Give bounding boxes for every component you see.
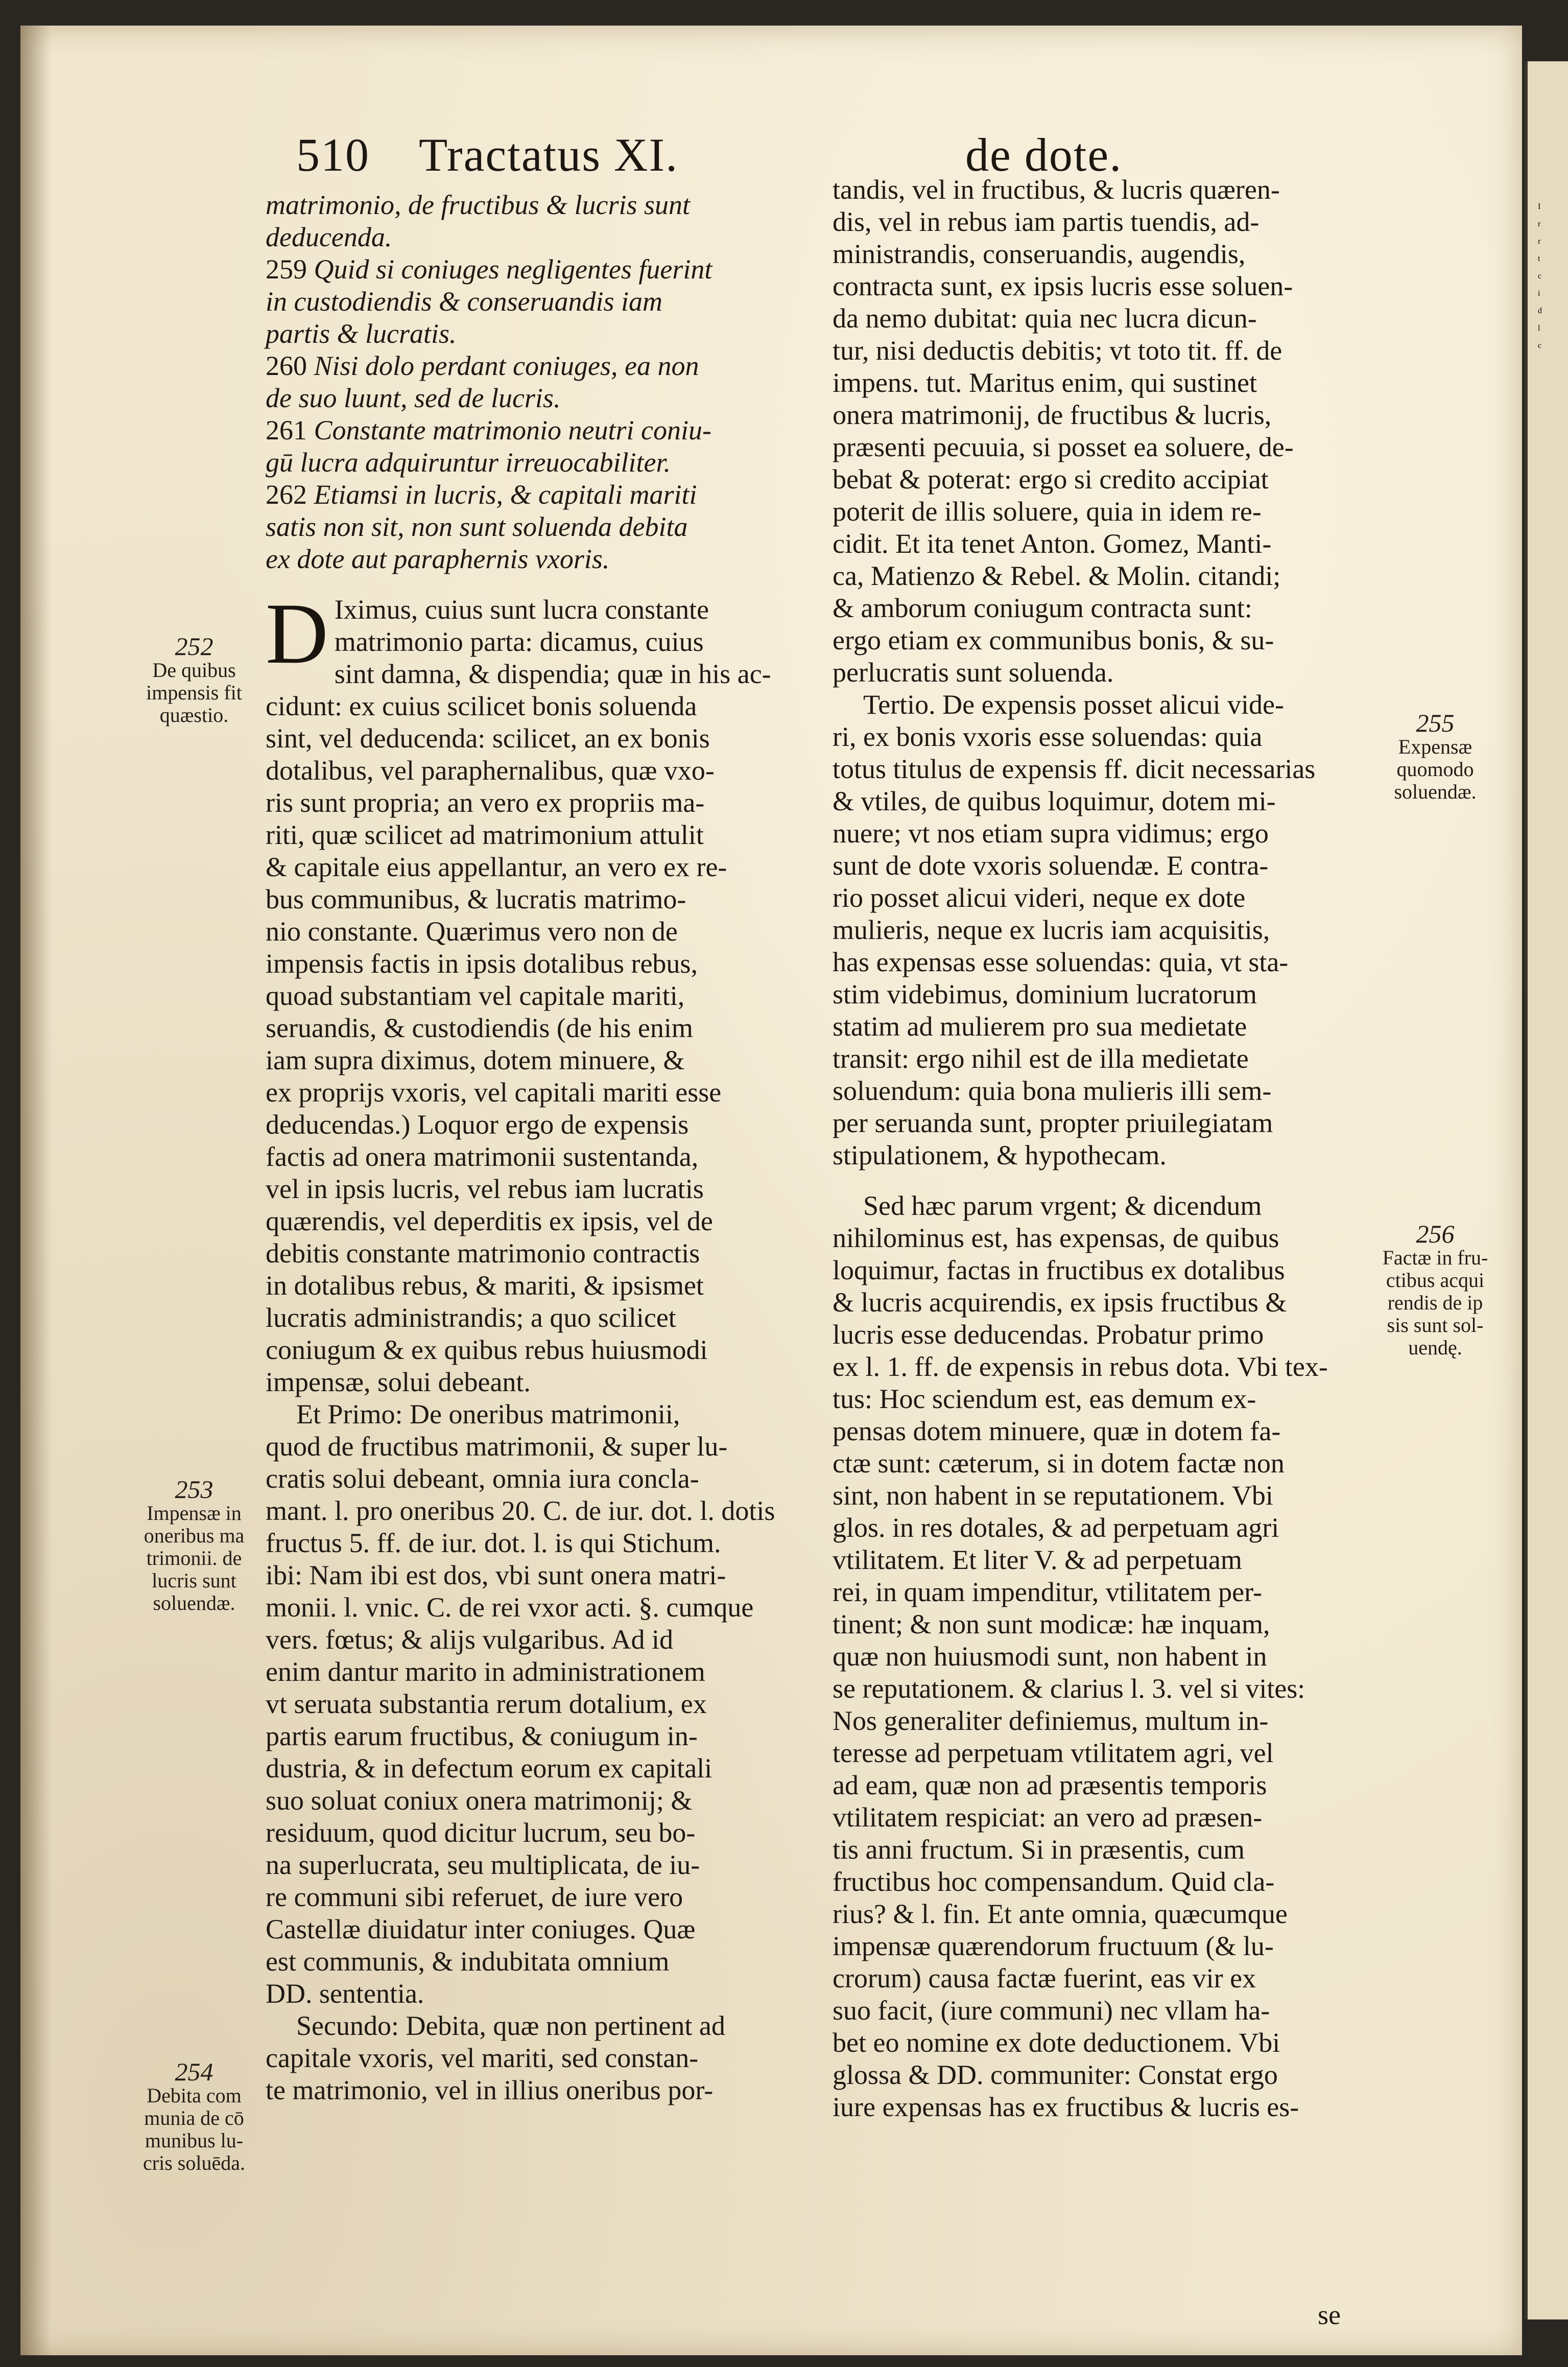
text-line: vtilitatem respiciat: an vero ad præsen- <box>833 1802 1263 1833</box>
margin-note-text: uendę. <box>1408 1336 1462 1359</box>
text-line: perlucratis sunt soluenda. <box>833 657 1114 688</box>
text-line: præsenti pecuuia, si posset ea soluere, de- <box>833 432 1294 462</box>
margin-note-253 <box>120 1477 268 1614</box>
text-line: coniugum & ex quibus rebus huiusmodi <box>266 1334 708 1365</box>
text-line: Iximus, cuius sunt lucra constante <box>334 594 709 625</box>
paragraph-1 <box>266 585 822 1398</box>
text-line: tinent; & non sunt modicæ: hæ inquam, <box>833 1609 1270 1639</box>
text-line: se reputationem. & clarius l. 3. vel si vites: <box>833 1673 1305 1704</box>
text-line: Sed hæc parum vrgent; & dicendum <box>863 1190 1262 1221</box>
summary-item <box>266 479 822 511</box>
text-line: impensæ, solui debeant. <box>266 1367 531 1397</box>
text-line: & lucris acquirendis, ex ipsis fructibus & <box>833 1287 1287 1318</box>
text-line: vers. fœtus; & alijs vulgaribus. Ad id <box>266 1624 673 1655</box>
text-line: Tertio. De expensis posset alicui vide- <box>863 689 1285 720</box>
summary-number: 259 <box>266 254 307 285</box>
text-line: matrimonio parta: dicamus, cuius <box>334 626 704 657</box>
drop-cap: D <box>266 585 328 682</box>
facing-page-glyph: l <box>1538 324 1540 333</box>
text-line: tandis, vel in fructibus, & lucris quæren- <box>833 174 1280 205</box>
summary-text: Quid si coniuges negligentes fuerint <box>314 254 712 285</box>
text-line: tur, nisi deductis debitis; vt toto tit. ff. de <box>833 335 1282 366</box>
facing-page-fragments <box>1538 194 1568 359</box>
margin-note-256 <box>1374 1221 1496 1359</box>
summary-list <box>266 189 822 575</box>
summary-item <box>266 286 822 318</box>
text-line: Nos generaliter definiemus, multum in- <box>833 1705 1269 1736</box>
text-line: suo facit, (iure communi) nec vllam ha- <box>833 1995 1270 2026</box>
margin-note-text: ctibus acqui <box>1386 1269 1485 1292</box>
text-line: cidit. Et ita tenet Anton. Gomez, Manti- <box>833 528 1272 559</box>
margin-note-text: rendis de ip <box>1387 1291 1483 1314</box>
book-page <box>20 26 1522 2355</box>
text-line: quærendis, vel deperditis ex ipsis, vel de <box>266 1206 713 1236</box>
text-line: iure expensas has ex fructibus & lucris es- <box>833 2092 1299 2122</box>
summary-item <box>266 350 822 382</box>
text-line: nuere; vt nos etiam supra vidimus; ergo <box>833 818 1269 849</box>
text-line: quod de fructibus matrimonii, & super lu- <box>266 1431 728 1462</box>
margin-note-text: oneribus ma <box>144 1524 245 1547</box>
text-line: Secundo: Debita, quæ non pertinent ad <box>296 2010 725 2041</box>
text-line: deducendas.) Loquor ergo de expensis <box>266 1109 689 1140</box>
margin-note-255 <box>1374 710 1496 803</box>
facing-page-glyph: i <box>1538 289 1540 298</box>
text-line: Castellæ diuidatur inter coniuges. Quæ <box>266 1914 696 1944</box>
text-line: glossa & DD. communiter: Constat ergo <box>833 2059 1278 2090</box>
facing-page-glyph: d <box>1538 307 1542 315</box>
running-title-right: de dote. <box>965 129 1123 181</box>
text-line: cratis solui debeant, omnia iura concla- <box>266 1463 699 1494</box>
summary-text: de suo luunt, sed de lucris. <box>266 383 561 413</box>
summary-text: matrimonio, de fructibus & lucris sunt <box>266 190 691 220</box>
text-line: seruandis, & custodiendis (de his enim <box>266 1013 693 1043</box>
text-line: re communi sibi referuet, de iure vero <box>266 1882 683 1912</box>
margin-note-number: 254 <box>175 2057 213 2086</box>
text-line: dis, vel in rebus iam partis tuendis, ad- <box>833 206 1260 237</box>
text-line: pensas dotem minuere, quæ in dotem fa- <box>833 1416 1281 1446</box>
text-line: bet eo nomine ex dote deductionem. Vbi <box>833 2027 1280 2058</box>
text-line: lucratis administrandis; a quo scilicet <box>266 1302 676 1333</box>
summary-item <box>266 318 822 350</box>
text-line: ibi: Nam ibi est dos, vbi sunt onera matri- <box>266 1560 726 1590</box>
text-line: onera matrimonij, de fructibus & lucris, <box>833 400 1272 430</box>
paragraph-3 <box>266 2010 822 2106</box>
text-line: tis anni fructum. Si in præsentis, cum <box>833 1834 1245 1865</box>
text-line: ca, Matienzo & Rebel. & Molin. citandi; <box>833 560 1281 591</box>
margin-note-252 <box>120 634 268 726</box>
text-line: statim ad mulierem pro sua medietate <box>833 1011 1247 1042</box>
text-line: ri, ex bonis vxoris esse soluendas: quia <box>833 721 1263 752</box>
left-column <box>266 189 822 2106</box>
text-line: vt seruata substantia rerum dotalium, ex <box>266 1689 707 1719</box>
text-line: totus titulus de expensis ff. dicit necessarias <box>833 754 1316 784</box>
text-line: stipulationem, & hypothecam. <box>833 1140 1167 1170</box>
summary-text: Constante matrimonio neutri coniu- <box>314 415 711 446</box>
text-line: factis ad onera matrimonii sustentanda, <box>266 1141 699 1172</box>
text-line: quæ non huiusmodi sunt, non habent in <box>833 1641 1267 1672</box>
summary-text: in custodiendis & conseruandis iam <box>266 286 662 317</box>
text-line: transit: ergo nihil est de illa medietate <box>833 1043 1249 1074</box>
summary-item <box>266 253 822 286</box>
summary-text: Etiamsi in lucris, & capitali mariti <box>314 479 697 510</box>
paragraph-sed-haec <box>833 1190 1394 2123</box>
text-line: partis earum fructibus, & coniugum in- <box>266 1721 698 1751</box>
summary-text: Nisi dolo perdant coniuges, ea non <box>314 350 699 381</box>
text-line: ex l. 1. ff. de expensis in rebus dota. Vbi tex- <box>833 1351 1328 1382</box>
text-line: crorum) causa factæ fuerint, eas vir ex <box>833 1963 1256 1994</box>
margin-note-text: De quibus <box>152 659 236 682</box>
text-line: vtilitatem. Et liter V. & ad perpetuam <box>833 1544 1242 1575</box>
margin-note-text: cris soluēda. <box>143 2151 245 2174</box>
text-line: sint damna, & dispendia; quæ in his ac- <box>334 659 771 689</box>
summary-item <box>266 221 822 253</box>
paragraph-continued <box>833 174 1394 689</box>
summary-item <box>266 189 822 221</box>
summary-number: 260 <box>266 350 307 381</box>
text-line: ad eam, quæ non ad præsentis temporis <box>833 1770 1267 1800</box>
margin-note-text: Factæ in fru- <box>1382 1246 1488 1269</box>
margin-note-number: 255 <box>1416 709 1455 737</box>
text-line: glos. in res dotales, & ad perpetuam agri <box>833 1512 1279 1543</box>
text-line: rei, in quam impenditur, vtilitatem per- <box>833 1577 1263 1607</box>
text-line: ex proprijs vxoris, vel capitali mariti esse <box>266 1077 722 1108</box>
page-gutter-shadow <box>20 26 51 2355</box>
text-line: fructibus hoc compensandum. Quid cla- <box>833 1866 1275 1897</box>
text-line: nihilominus est, has expensas, de quibus <box>833 1223 1279 1253</box>
summary-item <box>266 414 822 447</box>
summary-text: ex dote aut paraphernis vxoris. <box>266 544 610 574</box>
text-line: stim videbimus, dominium lucratorum <box>833 979 1257 1010</box>
text-line: soluendum: quia bona mulieris illi sem- <box>833 1075 1272 1106</box>
text-line: dustria, & in defectum eorum ex capitali <box>266 1753 712 1784</box>
margin-note-number: 253 <box>175 1475 213 1504</box>
text-line: tus: Hoc sciendum est, eas demum ex- <box>833 1384 1256 1414</box>
summary-item <box>266 447 822 479</box>
margin-note-number: 256 <box>1416 1220 1455 1248</box>
text-line: impensæ quærendorum fructuum (& lu- <box>833 1931 1274 1961</box>
text-line: debitis constante matrimonio contractis <box>266 1238 700 1269</box>
text-line: monii. l. vnic. C. de rei vxor acti. §. cumque <box>266 1592 754 1623</box>
running-title-left: Tractatus XI. <box>419 129 679 181</box>
text-line: est communis, & indubitata omnium <box>266 1946 670 1977</box>
paragraph-tertio <box>833 689 1394 1171</box>
text-line: lucris esse deducendas. Probatur primo <box>833 1319 1264 1350</box>
text-line: rius? & l. fin. Et ante omnia, quæcumque <box>833 1899 1288 1929</box>
text-line: has expensas esse soluendas: quia, vt sta- <box>833 947 1289 977</box>
summary-item <box>266 382 822 414</box>
margin-note-text: munibus lu- <box>145 2129 244 2152</box>
margin-note-text: sis sunt sol- <box>1387 1314 1484 1337</box>
margin-note-text: quomodo <box>1396 758 1474 781</box>
text-line: ris sunt propria; an vero ex propriis ma- <box>266 787 705 818</box>
text-line: teresse ad perpetuam vtilitatem agri, vel <box>833 1738 1274 1768</box>
text-line: in dotalibus rebus, & mariti, & ipsismet <box>266 1270 704 1301</box>
summary-number: 262 <box>266 479 307 510</box>
text-line: rio posset alicui videri, neque ex dote <box>833 882 1246 913</box>
text-line: DD. sententia. <box>266 1978 424 2009</box>
text-line: sint, vel deducenda: scilicet, an ex bonis <box>266 723 710 754</box>
right-column <box>833 174 1394 2123</box>
text-line: te matrimonio, vel in illius oneribus por- <box>266 2075 714 2105</box>
margin-note-number: 252 <box>175 632 213 661</box>
text-line: riti, quæ scilicet ad matrimonium attulit <box>266 819 704 850</box>
facing-page-glyph: c <box>1538 272 1542 280</box>
margin-note-text: quæstio. <box>159 704 229 726</box>
text-line: Et Primo: De oneribus matrimonii, <box>296 1399 680 1429</box>
text-line: & capitale eius appellantur, an vero ex re- <box>266 852 727 882</box>
text-line: suo soluat coniux onera matrimonij; & <box>266 1785 693 1816</box>
facing-page-edge <box>1525 61 1568 2319</box>
text-line: ministrandis, conseruandis, augendis, <box>833 239 1246 269</box>
facing-page-glyph: c <box>1538 341 1542 350</box>
margin-note-text: impensis fit <box>146 681 242 704</box>
facing-page-glyph: I <box>1538 202 1541 211</box>
paragraph-2 <box>266 1398 822 2010</box>
text-line: cidunt: ex cuius scilicet bonis soluenda <box>266 691 697 721</box>
catchword: se <box>1318 2300 1341 2330</box>
summary-number: 261 <box>266 415 307 446</box>
margin-note-text: soluendæ. <box>1394 780 1477 803</box>
text-line: per seruanda sunt, propter priuilegiatam <box>833 1108 1273 1138</box>
text-line: iam supra diximus, dotem minuere, & <box>266 1045 685 1075</box>
text-line: da nemo dubitat: quia nec lucra dicun- <box>833 303 1257 334</box>
text-line: bebat & poterat: ergo si credito accipiat <box>833 464 1269 495</box>
margin-note-text: Impensæ in <box>147 1502 242 1525</box>
summary-text: partis & lucratis. <box>266 318 457 349</box>
text-line: fructus 5. ff. de iur. dot. l. is qui Stichum. <box>266 1528 721 1558</box>
text-line: residuum, quod dicitur lucrum, seu bo- <box>266 1817 696 1848</box>
text-line: sint, non habent in se reputationem. Vbi <box>833 1480 1273 1511</box>
text-line: contracta sunt, ex ipsis lucris esse soluen- <box>833 271 1293 301</box>
text-line: loquimur, factas in fructibus ex dotalibus <box>833 1255 1285 1285</box>
margin-note-text: Expensæ <box>1398 735 1472 758</box>
margin-note-text: munia de cō <box>144 2106 244 2129</box>
text-line: nio constante. Quærimus vero non de <box>266 916 678 947</box>
text-line: dotalibus, vel paraphernalibus, quæ vxo- <box>266 755 715 786</box>
text-line: vel in ipsis lucris, vel rebus iam lucratis <box>266 1174 704 1204</box>
page-number: 510 <box>296 129 370 181</box>
summary-item <box>266 511 822 543</box>
facing-page-glyph: r <box>1538 220 1541 228</box>
margin-note-text: Debita com <box>147 2084 242 2107</box>
facing-page-glyph: r <box>1538 237 1541 246</box>
text-line: ergo etiam ex communibus bonis, & su- <box>833 625 1274 655</box>
text-line: quoad substantiam vel capitale mariti, <box>266 980 685 1011</box>
facing-page-glyph: t <box>1538 254 1540 263</box>
text-line: & amborum coniugum contracta sunt: <box>833 593 1252 623</box>
text-line: enim dantur marito in administrationem <box>266 1656 705 1687</box>
text-line: & vtiles, de quibus loquimur, dotem mi- <box>833 786 1276 816</box>
summary-item <box>266 543 822 575</box>
text-line: impensis factis in ipsis dotalibus rebus, <box>266 948 698 979</box>
margin-note-text: soluendæ. <box>153 1591 235 1614</box>
text-line: capitale vxoris, vel mariti, sed constan- <box>266 2043 699 2073</box>
text-line: bus communibus, & lucratis matrimo- <box>266 884 686 915</box>
summary-text: gū lucra adquiruntur irreuocabiliter. <box>266 447 671 478</box>
text-line: impens. tut. Maritus enim, qui sustinet <box>833 367 1257 398</box>
margin-note-text: trimonii. de <box>146 1546 242 1569</box>
margin-note-254 <box>120 2059 268 2174</box>
text-line: ctæ sunt: cæterum, si in dotem factæ non <box>833 1448 1285 1479</box>
text-line: sunt de dote vxoris soluendæ. E contra- <box>833 850 1269 881</box>
summary-text: deducenda. <box>266 222 392 252</box>
margin-note-text: lucris sunt <box>152 1569 236 1592</box>
text-line: mant. l. pro oneribus 20. C. de iur. dot. l. dotis <box>266 1495 775 1526</box>
text-line: na superlucrata, seu multiplicata, de iu- <box>266 1849 700 1880</box>
text-line: mulieris, neque ex lucris iam acquisitis, <box>833 915 1270 945</box>
summary-text: satis non sit, non sunt soluenda debita <box>266 511 688 542</box>
text-line: poterit de illis soluere, quia in idem re- <box>833 496 1262 527</box>
